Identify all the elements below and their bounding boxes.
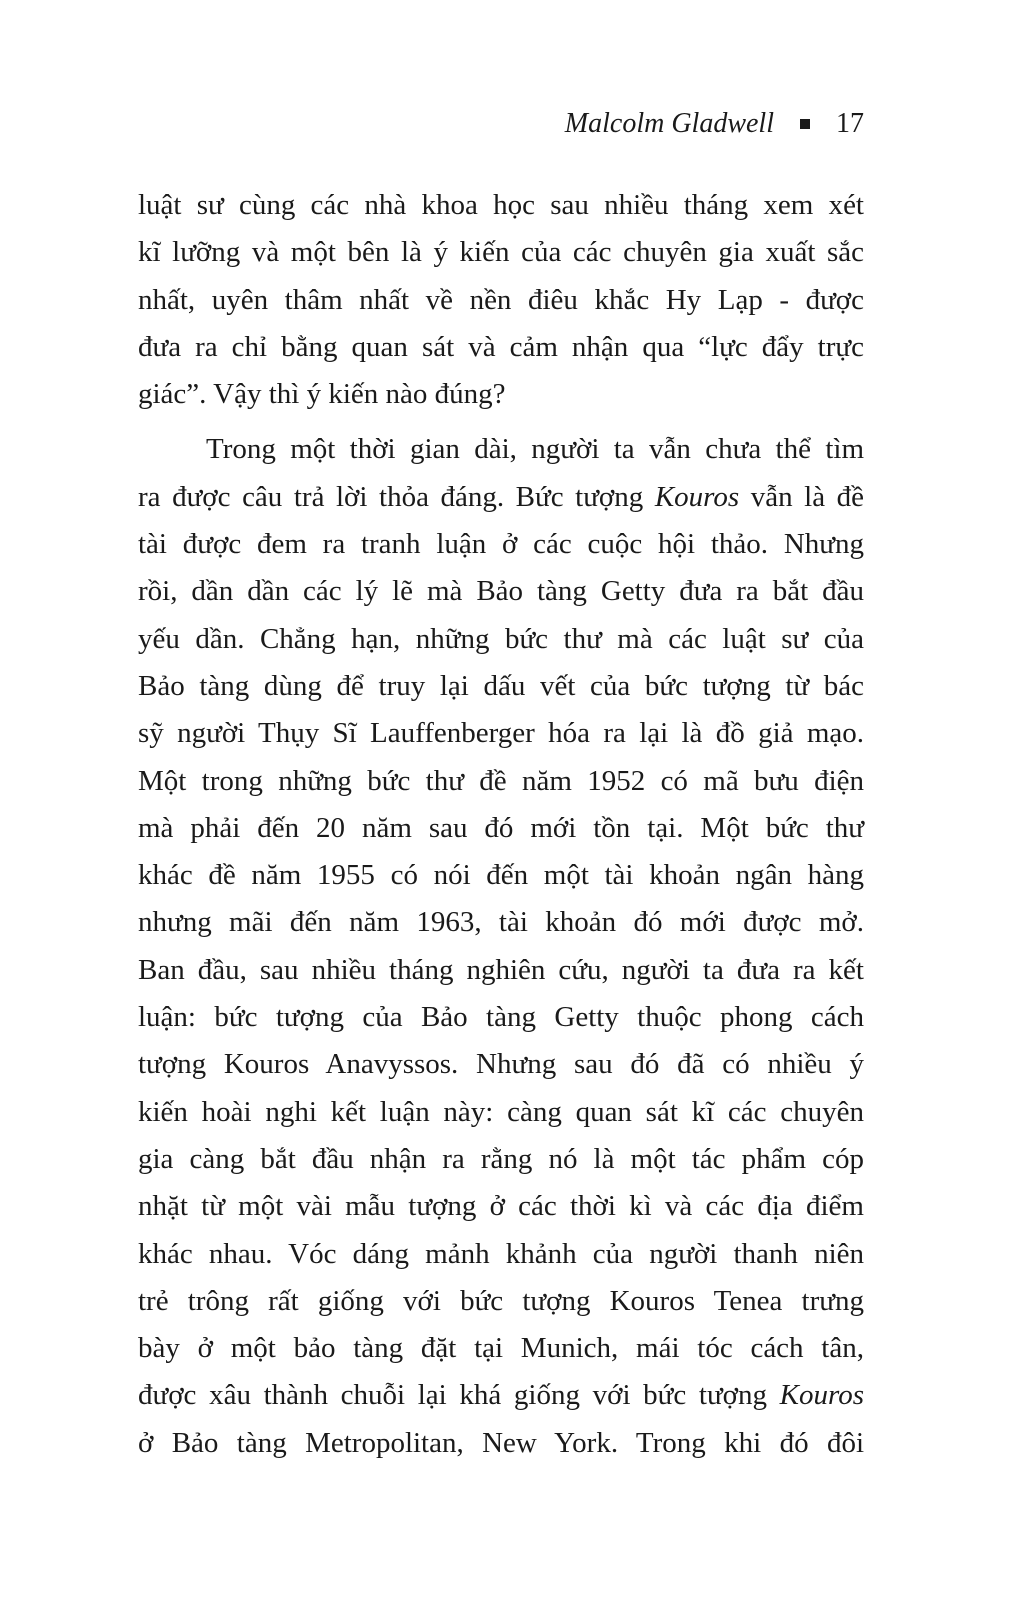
- text-line: đưa ra chỉ bằng quan sát và cảm nhận qua “lực đẩy trực: [138, 330, 864, 363]
- text-line: gia càng bắt đầu nhận ra rằng nó là một tác phẩm cóp: [138, 1142, 864, 1175]
- text-line: Bảo tàng dùng để truy lại dấu vết của bức tượng từ bác: [138, 669, 864, 702]
- text-line: nhất, uyên thâm nhất về nền điêu khắc Hy Lạp - được: [138, 283, 864, 316]
- page-number: 17: [836, 108, 864, 139]
- text-line: Trong một thời gian dài, người ta vẫn chưa thể tìm: [206, 433, 864, 466]
- text-line: rồi, dần dần các lý lẽ mà Bảo tàng Getty đưa ra bắt đầu: [138, 575, 864, 608]
- text-line: Một trong những bức thư đề năm 1952 có mã bưu điện: [138, 764, 864, 797]
- author-name: Malcolm Gladwell: [564, 108, 774, 139]
- text-line: bày ở một bảo tàng đặt tại Munich, mái tóc cách tân,: [138, 1332, 864, 1365]
- text-line: sỹ người Thụy Sĩ Lauffenberger hóa ra lại là đồ giả mạo.: [138, 717, 864, 750]
- text-line: [138, 474, 864, 521]
- text-segment: vẫn là đề: [739, 480, 865, 513]
- text-segment: được xâu thành chuỗi lại khá giống với bức tượng: [138, 1379, 780, 1412]
- text-segment: ra được câu trả lời thỏa đáng. Bức tượng: [138, 480, 655, 513]
- paragraph: [138, 182, 864, 418]
- running-header: [565, 108, 864, 140]
- text-line: luận: bức tượng của Bảo tàng Getty thuộc phong cách: [138, 1001, 864, 1034]
- text-line: luật sư cùng các nhà khoa học sau nhiều tháng xem xét: [138, 189, 864, 221]
- paragraph: [138, 426, 864, 1467]
- text-line: giác”. Vậy thì ý kiến nào đúng?: [138, 378, 506, 411]
- text-line: nhặt từ một vài mẫu tượng ở các thời kì và các địa điểm: [138, 1190, 864, 1223]
- text-line: [138, 1372, 864, 1419]
- text-line: kiến hoài nghi kết luận này: càng quan sát kĩ các chuyên: [138, 1095, 864, 1128]
- text-line: khác nhau. Vóc dáng mảnh khảnh của người thanh niên: [138, 1237, 864, 1270]
- text-line: Ban đầu, sau nhiều tháng nghiên cứu, người ta đưa ra kết: [138, 953, 864, 986]
- text-line: tượng Kouros Anavyssos. Nhưng sau đó đã có nhiều ý: [138, 1048, 864, 1081]
- square-separator-icon: [800, 119, 810, 129]
- text-line: mà phải đến 20 năm sau đó mới tồn tại. Một bức thư: [138, 811, 864, 844]
- text-line: trẻ trông rất giống với bức tượng Kouros Tenea trưng: [138, 1284, 864, 1317]
- page-body: [138, 182, 864, 1467]
- text-line: ở Bảo tàng Metropolitan, New York. Trong khi đó đôi: [138, 1426, 864, 1459]
- italic-title: Kouros: [654, 480, 740, 513]
- text-line: khác đề năm 1955 có nói đến một tài khoản ngân hàng: [138, 859, 864, 892]
- text-line: kĩ lưỡng và một bên là ý kiến của các chuyên gia xuất sắc: [138, 236, 864, 269]
- text-line: yếu dần. Chẳng hạn, những bức thư mà các luật sư của: [138, 622, 864, 655]
- text-line: nhưng mãi đến năm 1963, tài khoản đó mới được mở.: [138, 906, 864, 939]
- italic-title: Kouros: [779, 1379, 864, 1412]
- text-line: tài được đem ra tranh luận ở các cuộc hội thảo. Nhưng: [138, 528, 864, 561]
